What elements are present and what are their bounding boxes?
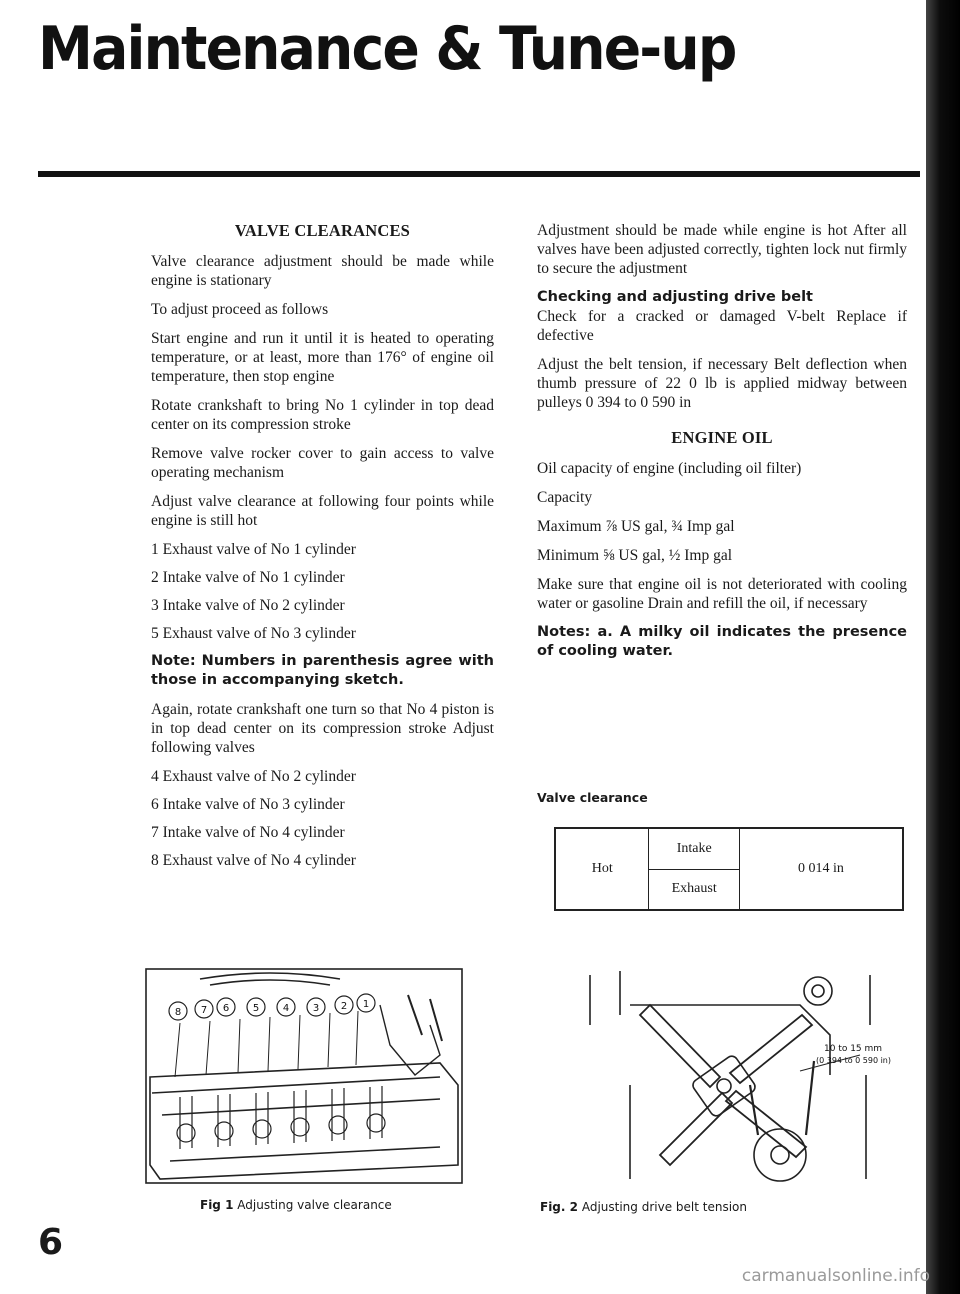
engine-head-drawing (146, 969, 462, 1183)
figure1-label: Fig 1 (200, 1198, 234, 1212)
paragraph: Check for a cracked or damaged V-belt Replace if defective (537, 308, 907, 344)
paragraph: Maximum ⅞ US gal, ¾ Imp gal (537, 518, 735, 535)
notes-text: Notes: a. A milky oil indicates the presence of cooling water. (537, 624, 907, 659)
deflection-dimension-mm: 10 to 15 mm (824, 1044, 883, 1054)
paragraph: Again, rotate crankshaft one turn so that No 4 piston is in top dead center on its compression stroke Adjust following valves (151, 701, 494, 756)
page-header-title: Maintenance & Tune-up (38, 14, 736, 84)
callout-number: 4 (282, 1003, 290, 1014)
paragraph: Start engine and run it until it is heated to operating temperature, or at least, more than 176° of engine oil temperature, then stop engine (151, 330, 494, 385)
list-item: 4 Exhaust valve of No 2 cylinder (151, 768, 356, 785)
table-cell-value: 0 014 in (739, 828, 903, 910)
valve-clearances-heading: VALVE CLEARANCES (234, 221, 411, 240)
list-item: 3 Intake valve of No 2 cylinder (151, 597, 345, 614)
drive-belt-figure (570, 965, 905, 1187)
callout-number: 5 (252, 1003, 260, 1014)
table-cell-hot: Hot (555, 828, 649, 910)
left-column (151, 221, 494, 879)
list-item: 1 Exhaust valve of No 1 cylinder (151, 541, 356, 558)
right-column (537, 221, 907, 671)
deflection-dimension-in: (0 394 to 0 590 in) (816, 1056, 891, 1065)
paragraph: Remove valve rocker cover to gain access to valve operating mechanism (151, 445, 494, 481)
list-item: 6 Intake valve of No 3 cylinder (151, 796, 345, 813)
header-divider (38, 171, 920, 177)
drive-belt-heading: Checking and adjusting drive belt (537, 289, 813, 305)
page-number: 6 (38, 1222, 64, 1263)
callout-number: 6 (222, 1003, 230, 1014)
list-item: 5 Exhaust valve of No 3 cylinder (151, 625, 356, 642)
table-cell-exhaust: Exhaust (649, 869, 739, 910)
valve-clearance-table-title: Valve clearance (537, 790, 648, 805)
paragraph: Adjustment should be made while engine is hot After all valves have been adjusted correctly, tighten lock nut firmly to secure the adjustment (537, 222, 907, 277)
figure2-caption (540, 1200, 747, 1214)
list-item: 8 Exhaust valve of No 4 cylinder (151, 852, 356, 869)
table-cell-intake: Intake (649, 828, 739, 869)
figure2-caption-text: Adjusting drive belt tension (581, 1200, 747, 1214)
paragraph: Adjust valve clearance at following four points while engine is still hot (151, 493, 494, 529)
callout-number: 2 (340, 1001, 348, 1012)
scan-edge-shadow (926, 0, 960, 1294)
callout-number: 8 (174, 1007, 182, 1018)
watermark-text: carmanualsonline.info (741, 1266, 930, 1286)
engine-oil-heading: ENGINE OIL (671, 428, 773, 447)
callout-number: 1 (362, 999, 370, 1010)
list-item: 2 Intake valve of No 1 cylinder (151, 569, 345, 586)
paragraph: Adjust the belt tension, if necessary Belt deflection when thumb pressure of 22 0 lb is applied midway between pulleys 0 394 to 0 590 in (537, 356, 907, 411)
figure1-caption-text: Adjusting valve clearance (237, 1198, 392, 1212)
figure2-label: Fig. 2 (540, 1200, 578, 1214)
paragraph: Rotate crankshaft to bring No 1 cylinder in top dead center on its compression stroke (151, 397, 494, 433)
note-text: Note: Numbers in parenthesis agree with those in accompanying sketch. (151, 653, 494, 688)
valve-clearance-figure (140, 965, 468, 1187)
fan-belt-drawing (590, 971, 870, 1181)
figure1-caption (200, 1198, 392, 1212)
paragraph: Valve clearance adjustment should be made while engine is stationary (151, 253, 494, 289)
paragraph: Make sure that engine oil is not deteriorated with cooling water or gasoline Drain and refill the oil, if necessary (537, 576, 907, 612)
paragraph: Capacity (537, 489, 593, 506)
valve-clearance-table (554, 827, 904, 911)
paragraph: To adjust proceed as follows (151, 301, 329, 318)
callout-number: 3 (312, 1003, 320, 1014)
callout-number: 7 (200, 1005, 208, 1016)
list-item: 7 Intake valve of No 4 cylinder (151, 824, 345, 841)
paragraph: Oil capacity of engine (including oil filter) (537, 460, 802, 477)
paragraph: Minimum ⅝ US gal, ½ Imp gal (537, 547, 733, 564)
